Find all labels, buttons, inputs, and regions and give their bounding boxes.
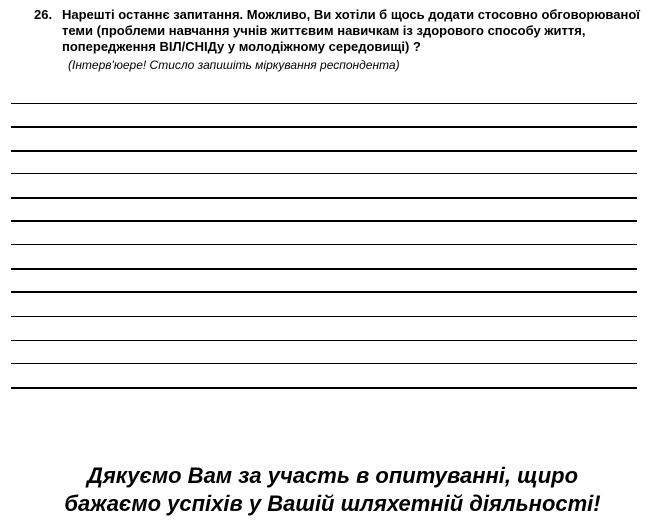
question-number: 26. — [34, 7, 53, 22]
closing-line-1: Дякуємо Вам за участь в опитуванні, щиро — [86, 463, 579, 488]
answer-line — [11, 173, 637, 174]
answer-line — [11, 387, 637, 389]
question-text: Нарешті останнє запитання. Можливо, Ви хотіли б щось додати стосовно обговорюваної теми (проблеми навчання учнів життєвим навичкам із здорового способу життя, попередження ВІЛ/СНІДу у молодіжному середовищі) ? — [62, 7, 640, 54]
answer-line — [11, 103, 637, 104]
answer-line — [11, 220, 637, 222]
answer-line — [11, 244, 637, 245]
answer-line — [11, 197, 637, 199]
interviewer-note: (Інтерв'юере! Стисло запишіть міркування респондента) — [68, 58, 400, 72]
answer-line — [11, 340, 637, 341]
answer-line — [11, 291, 637, 293]
answer-line — [11, 316, 637, 317]
closing-line-2: бажаємо успіхів у Вашій шляхетній діяльності! — [64, 491, 601, 516]
answer-line — [11, 363, 637, 364]
answer-line — [11, 126, 637, 128]
answer-line — [11, 268, 637, 270]
answer-line — [11, 150, 637, 152]
answer-lines[interactable] — [11, 0, 637, 400]
closing-message — [0, 462, 665, 518]
